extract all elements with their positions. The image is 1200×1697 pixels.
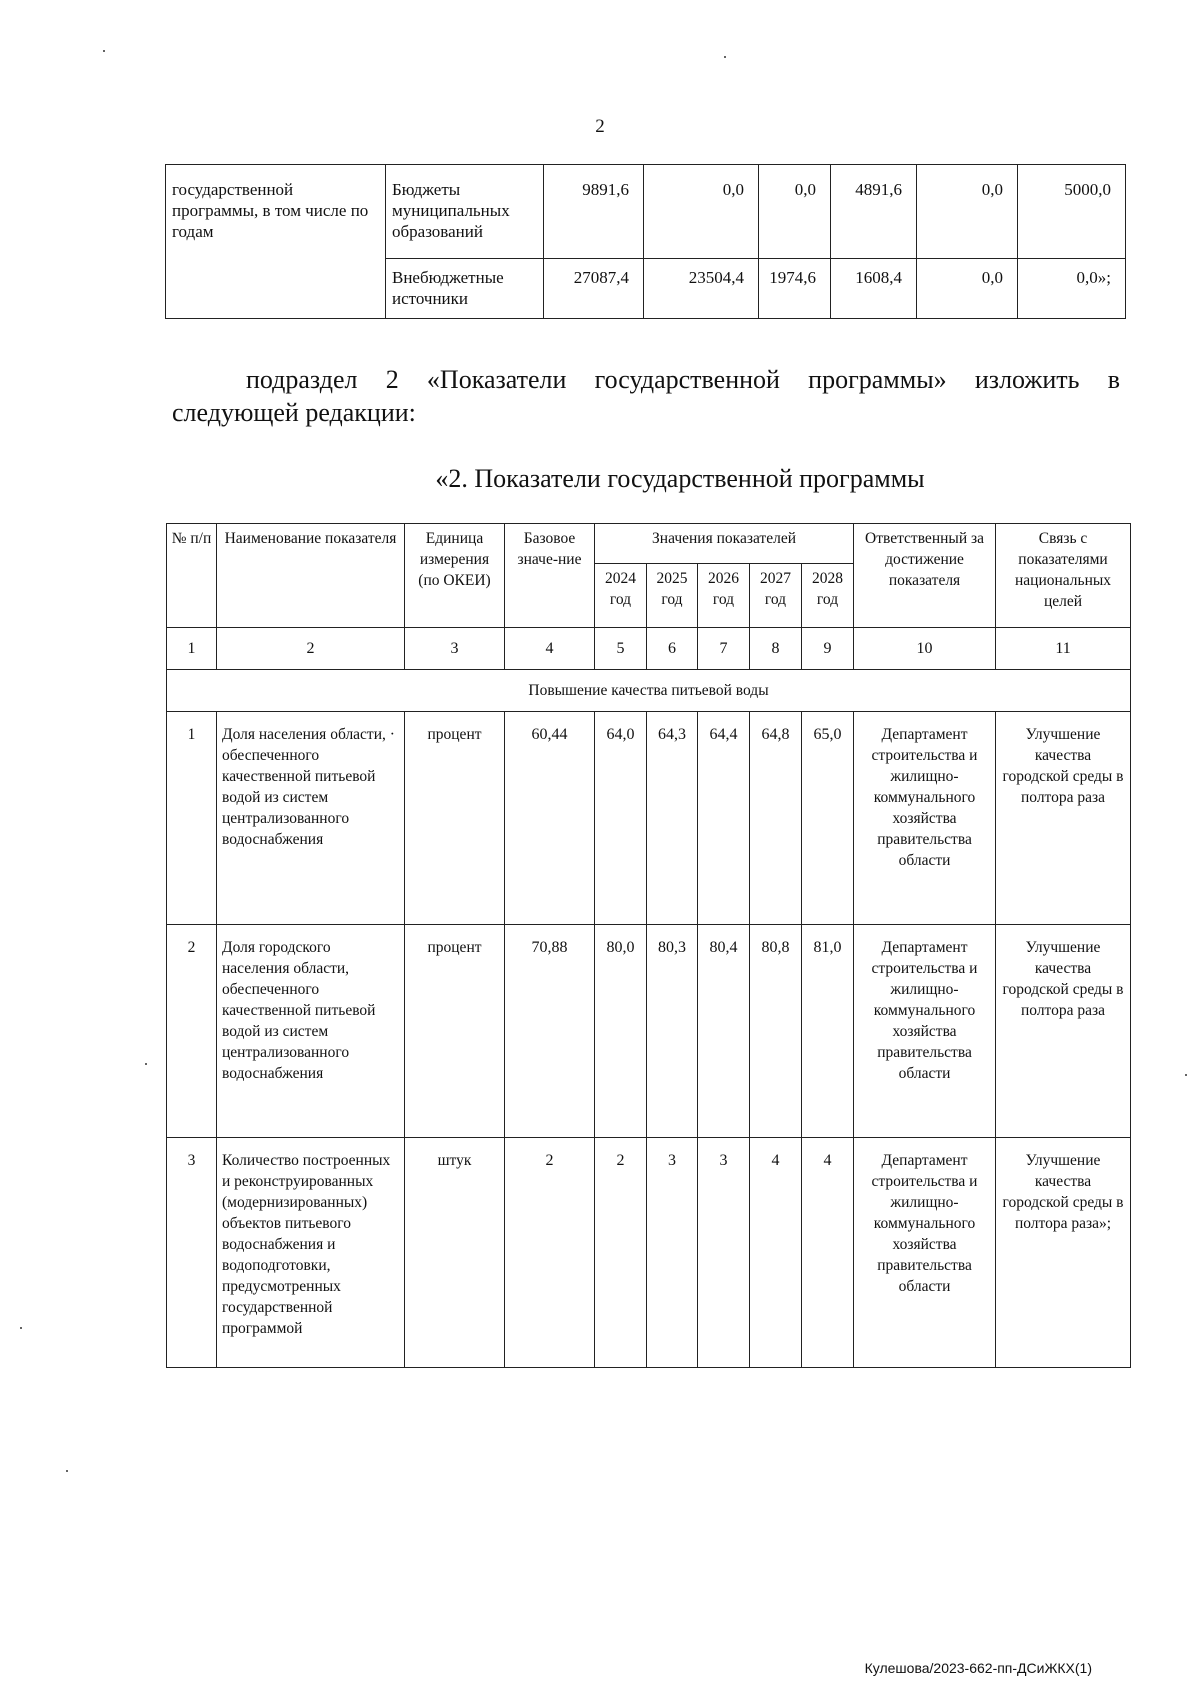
indicator-value: 4 [750, 1138, 802, 1368]
header-year: 2024 год [595, 564, 647, 628]
column-number: 7 [698, 628, 750, 670]
funding-label: государственной программы, в том числе по годам [166, 165, 386, 319]
indicator-value: 80,8 [750, 925, 802, 1138]
indicator-value: 2 [595, 1138, 647, 1368]
funding-table [165, 164, 1126, 319]
funding-value: 0,0 [759, 165, 831, 259]
funding-value: 9891,6 [544, 165, 644, 259]
indicator-value: 64,4 [698, 712, 750, 925]
column-number: 9 [802, 628, 854, 670]
footer-code: Кулешова/2023-662-пп-ДСиЖКХ(1) [864, 1660, 1092, 1676]
header-link: Связь с показателями национальных целей [996, 524, 1131, 628]
indicator-unit: процент [405, 925, 505, 1138]
indicator-value: 3 [698, 1138, 750, 1368]
indicator-base: 2 [505, 1138, 595, 1368]
header-values-group: Значения показателей [595, 524, 854, 564]
funding-value: 1608,4 [831, 259, 917, 319]
scan-speck [724, 56, 726, 58]
section-heading: «2. Показатели государственной программы [435, 464, 925, 493]
indicator-value: 64,0 [595, 712, 647, 925]
indicator-value: 80,3 [647, 925, 698, 1138]
indicator-value: 80,0 [595, 925, 647, 1138]
indicator-link: Улучшение качества городской среды в полтора раза [996, 925, 1131, 1138]
table-row [167, 712, 1131, 925]
column-number: 6 [647, 628, 698, 670]
indicator-base: 70,88 [505, 925, 595, 1138]
header-name: Наименование показателя [217, 524, 405, 628]
indicator-unit: процент [405, 712, 505, 925]
funding-value: 27087,4 [544, 259, 644, 319]
column-number: 2 [217, 628, 405, 670]
funding-value: 0,0 [644, 165, 759, 259]
header-row [167, 524, 1131, 564]
row-num: 2 [167, 925, 217, 1138]
funding-source: Бюджеты муниципальных образований [386, 165, 544, 259]
header-year: 2027 год [750, 564, 802, 628]
funding-row [166, 165, 1126, 259]
header-unit: Единица измерения (по ОКЕИ) [405, 524, 505, 628]
indicator-responsible: Департамент строительства и жилищно-коммунального хозяйства правительства области [854, 712, 996, 925]
header-year: 2026 год [698, 564, 750, 628]
indicator-name: Доля городского населения области, обеспеченного качественной питьевой водой из систем централизованного водоснабжения [217, 925, 405, 1138]
column-number: 3 [405, 628, 505, 670]
scan-speck [1185, 1074, 1187, 1076]
indicator-value: 3 [647, 1138, 698, 1368]
indicator-link: Улучшение качества городской среды в полтора раза [996, 712, 1131, 925]
indicator-value: 4 [802, 1138, 854, 1368]
scan-speck [20, 1327, 22, 1329]
page-number: 2 [595, 116, 605, 137]
scan-speck [103, 50, 105, 52]
funding-value: 4891,6 [831, 165, 917, 259]
indicator-value: 80,4 [698, 925, 750, 1138]
section-title: Повышение качества питьевой воды [167, 670, 1131, 712]
indicator-base: 60,44 [505, 712, 595, 925]
column-number: 8 [750, 628, 802, 670]
scan-speck [145, 1063, 147, 1065]
row-num: 1 [167, 712, 217, 925]
funding-value: 0,0 [917, 165, 1018, 259]
table-row [167, 925, 1131, 1138]
header-year: 2028 год [802, 564, 854, 628]
indicator-link: Улучшение качества городской среды в полтора раза»; [996, 1138, 1131, 1368]
funding-value: 23504,4 [644, 259, 759, 319]
funding-source: Внебюджетные источники [386, 259, 544, 319]
column-number: 5 [595, 628, 647, 670]
table-row [167, 1138, 1131, 1368]
header-year: 2025 год [647, 564, 698, 628]
indicator-value: 65,0 [802, 712, 854, 925]
indicator-name: Количество построенных и реконструированных (модернизированных) объектов питьевого водоснабжения и водоподготовки, предусмотренных государственной программой [217, 1138, 405, 1368]
indicator-unit: штук [405, 1138, 505, 1368]
header-num: № п/п [167, 524, 217, 628]
indicator-value: 81,0 [802, 925, 854, 1138]
instruction-paragraph: подраздел 2 «Показатели государственной программы» изложить в следующей редакции: [172, 365, 1120, 427]
header-base: Базовое значе-ние [505, 524, 595, 628]
scan-speck [66, 1470, 68, 1472]
indicator-value: 64,3 [647, 712, 698, 925]
column-number: 10 [854, 628, 996, 670]
funding-value: 1974,6 [759, 259, 831, 319]
header-responsible: Ответственный за достижение показателя [854, 524, 996, 628]
column-number: 4 [505, 628, 595, 670]
indicator-responsible: Департамент строительства и жилищно-коммунального хозяйства правительства области [854, 925, 996, 1138]
funding-value: 5000,0 [1018, 165, 1126, 259]
column-number: 11 [996, 628, 1131, 670]
indicators-table [166, 523, 1131, 1368]
indicator-responsible: Департамент строительства и жилищно-коммунального хозяйства правительства области [854, 1138, 996, 1368]
indicator-value: 64,8 [750, 712, 802, 925]
funding-value: 0,0»; [1018, 259, 1126, 319]
indicator-name: Доля населения области, · обеспеченного качественной питьевой водой из систем централизованного водоснабжения [217, 712, 405, 925]
section-title-row [167, 670, 1131, 712]
funding-value: 0,0 [917, 259, 1018, 319]
column-numbers-row [167, 628, 1131, 670]
row-num: 3 [167, 1138, 217, 1368]
column-number: 1 [167, 628, 217, 670]
